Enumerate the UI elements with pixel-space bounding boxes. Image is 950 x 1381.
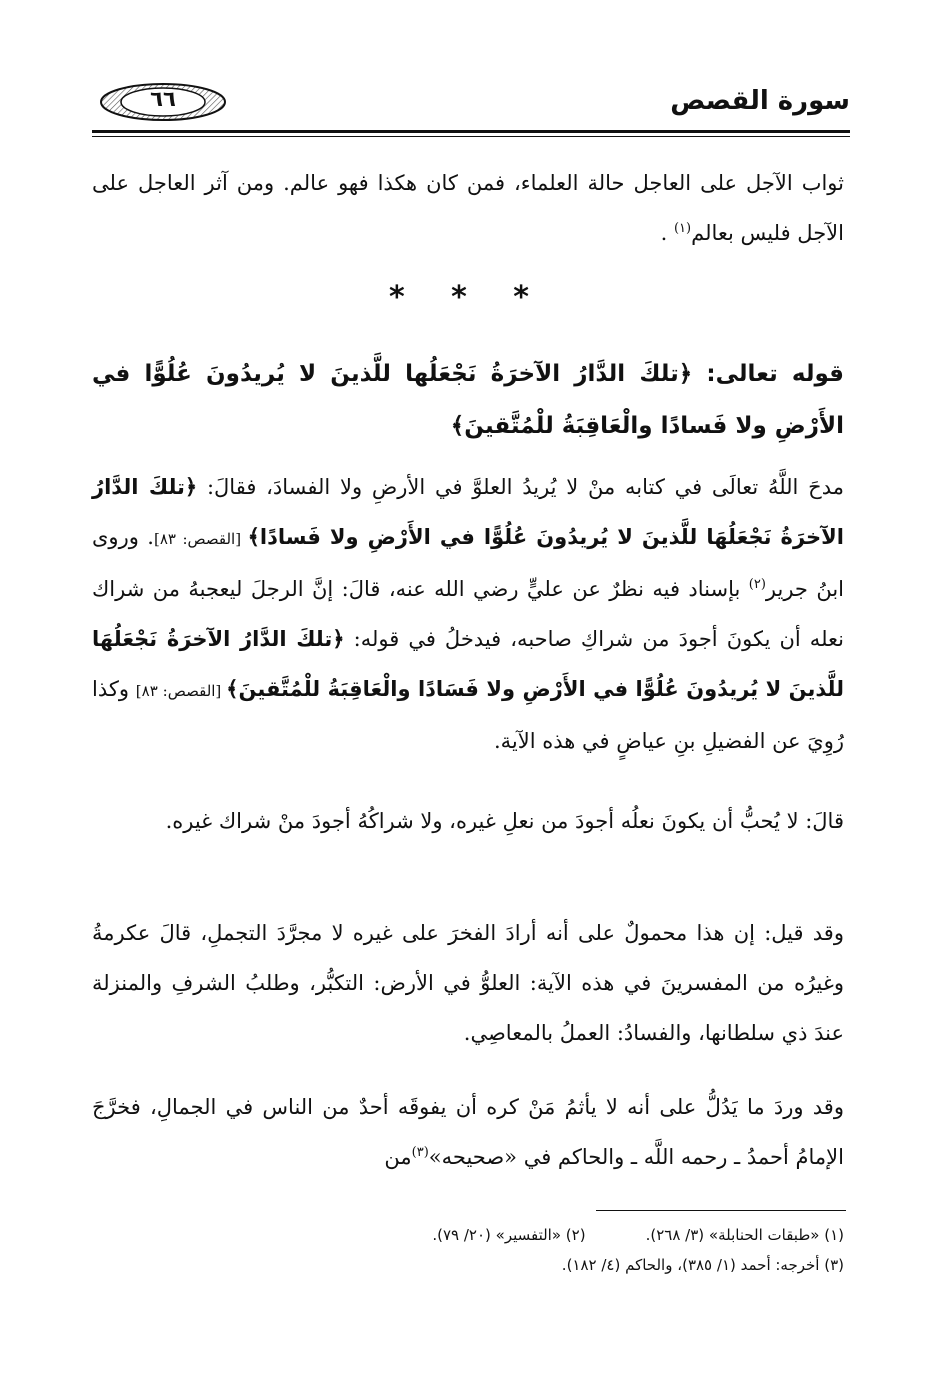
- footnote-row: [92, 1220, 844, 1250]
- footnote-marker: (١): [673, 221, 692, 236]
- header-divider-thin: [92, 136, 850, 137]
- verse-reference: [القصص: ٨٣]: [135, 682, 227, 700]
- heading-lead: قوله تعالى:: [692, 361, 844, 387]
- verse-reference: [القصص: ٨٣]: [153, 530, 248, 548]
- footnotes: [92, 1220, 844, 1280]
- paragraph-text: قالَ: لا يُحبُّ أن يكونَ نعلُه أجودَ من نعلِ غيره، ولا شراكُهُ أجودَ منْ شراك غيره.: [165, 809, 844, 833]
- paragraph-text: مدحَ اللَّهُ تعالَى في كتابه منْ لا يُريدُ العلوَّ في الأرضِ ولا الفسادَ، فقالَ:: [197, 475, 844, 499]
- footnote-2: (٢) «التفسير» (٢٠/ ٧٩).: [432, 1226, 586, 1244]
- paragraph-text: وقد قيل: إن هذا محمولٌ على أنه أرادَ الفخرَ على غيره لا مجرَّدَ التجملِ، قالَ عكرمةُ وغيرُه من المفسرينَ في هذه الآية: العلوُّ في الأرض: التكبُّر، وطلبُ الشرفِ والمنزلة عندَ ذي سلطانها، والفسادُ: العملُ بالمعاصِي.: [92, 921, 844, 1045]
- paragraph-text: . وروى ابنُ جرير: [92, 525, 844, 601]
- page-number: ٦٦: [150, 87, 176, 111]
- page-number-badge: [98, 82, 228, 122]
- paragraph-text: وقد وردَ ما يَدُلُّ على أنه لا يأثمُ مَنْ كره أن يفوقَه أحدٌ من الناس في الجمالِ، فخرَّجَ الإمامُ أحمدُ ـ رحمه اللَّه ـ والحاكم في «صحيحه»: [92, 1095, 844, 1169]
- verse-heading: [92, 348, 844, 452]
- quran-quote: ﴿تلكَ الدَّارُ الآخرَةُ نَجْعَلُهَا للَّذينَ لا يُريدُونَ عُلُوًّا في الأَرْضِ ولا فَسادًا﴾: [92, 475, 844, 549]
- paragraph-3: [92, 796, 872, 846]
- paragraph-text: ثواب الآجل على العاجل حالة العلماء، فمن كان هكذا فهو عالم. ومن آثر العاجل على الآجل فليس بعالم: [92, 171, 844, 245]
- paragraph-4: [92, 908, 872, 1058]
- paragraph-end: .: [660, 221, 674, 245]
- quran-quote: ﴿تلكَ الدَّارُ الآخرَةُ نَجْعَلُهَا للَّذينَ لا يُريدُونَ عُلُوًّا في الأَرْضِ ولا فَسَادًا والْعَاقِبَةُ للْمُتَّقينَ﴾: [92, 627, 845, 701]
- paragraph-text: بإسناد فيه نظرٌ عن عليٍّ رضي الله عنه، قالَ: إنَّ الرجلَ ليعجبهُ من شراك نعله أن يكونَ أجودَ من شراكِ صاحبه، فيدخلُ في قوله:: [92, 577, 844, 651]
- footnote-marker: (٢): [748, 577, 766, 592]
- section-separator: * * *: [389, 280, 547, 315]
- header-divider: [92, 130, 850, 133]
- paragraph-1: [92, 158, 844, 258]
- paragraph-5: [92, 1082, 872, 1182]
- footnote-3: (٣) أخرجه: أحمد (١/ ٣٨٥)، والحاكم (٤/ ١٨٢).: [561, 1256, 844, 1274]
- page-header: [92, 80, 852, 130]
- footnote-divider: [596, 1210, 846, 1211]
- surah-title: سورة القصص: [670, 86, 850, 116]
- footnote-1: (١) «طبقات الحنابلة» (٣/ ٢٦٨).: [645, 1226, 844, 1244]
- footnote-marker: (٣): [411, 1145, 429, 1160]
- paragraph-text: وكذا رُوِيَ عن الفضيلِ بنِ عياضٍ في هذه الآية.: [92, 677, 844, 753]
- heading-verse: ﴿تلكَ الدَّارُ الآخرَةُ نَجْعَلُها للَّذينَ لا يُريدُونَ عُلُوًّا في الأَرْضِ ولا فَسادًا والْعَاقِبَةُ للْمُتَّقينَ﴾: [92, 361, 844, 439]
- paragraph-end: من: [384, 1145, 412, 1169]
- paragraph-2: [92, 462, 872, 766]
